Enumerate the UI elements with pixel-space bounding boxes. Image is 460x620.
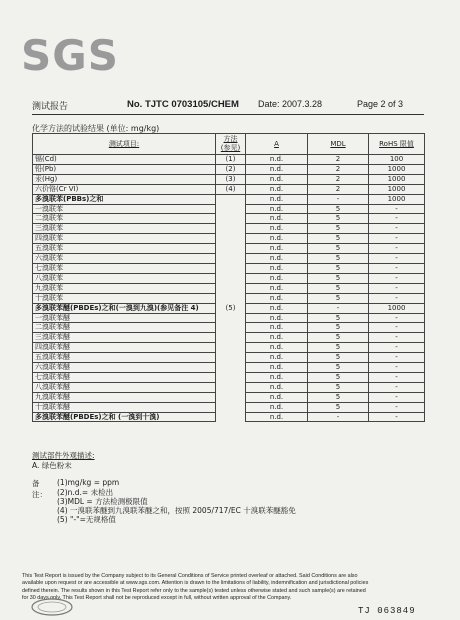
table-row [33,214,425,224]
cell-item: 三溴联苯 [33,224,216,234]
cell-mdl: 5 [308,254,369,264]
cell-a: n.d. [246,263,308,273]
cell-mdl: 5 [308,353,369,363]
cell-method [216,283,246,293]
cell-mdl: 5 [308,244,369,254]
cell-item: 一溴联苯醚 [33,313,216,323]
cell-method [216,234,246,244]
cell-limit: 1000 [369,164,425,174]
table-row [33,372,425,382]
cell-method [216,382,246,392]
cell-item: 多溴联苯(PBBs)之和 [33,194,216,204]
table-row [33,254,425,264]
cell-mdl: 2 [308,164,369,174]
col-header-mdl: MDL [308,134,369,155]
cell-a: n.d. [246,392,308,402]
col-header-item: 测试项目: [33,134,216,155]
cell-mdl: 5 [308,313,369,323]
appearance-sample: A. 绿色粉末 [32,461,72,470]
cell-method [216,412,246,422]
cell-mdl: - [308,194,369,204]
cell-method [216,353,246,363]
cell-item: 铅(Pb) [33,164,216,174]
cell-limit: - [369,224,425,234]
cell-limit: - [369,234,425,244]
cell-item: 五溴联苯醚 [33,353,216,363]
serial-number: TJ 063849 [358,606,416,616]
cell-item: 七溴联苯 [33,263,216,273]
cell-method: (1) [216,155,246,165]
cell-method [216,343,246,353]
cell-item: 汞(Hg) [33,174,216,184]
table-row [33,343,425,353]
cell-item: 十溴联苯 [33,293,216,303]
cell-limit: - [369,204,425,214]
cell-method [216,194,246,204]
cell-method: (3) [216,174,246,184]
cell-mdl: 5 [308,372,369,382]
footer-line: available upon request or are accessible at www.sgs.com. Attention is drawn to the limitations of liability, indemnification and jurisdictional policies [22,580,369,587]
footer-line: defined therein. The results shown in this Test Report refer only to the sample(s) tested unless otherwise stated and such sample(s) are retained [22,587,366,594]
table-row [33,313,425,323]
table-row [33,224,425,234]
remark-line: (2)n.d.= 未检出 [57,488,114,497]
cell-mdl: 5 [308,224,369,234]
cell-item: 八溴联苯 [33,273,216,283]
table-row [33,174,425,184]
cell-item: 镉(Cd) [33,155,216,165]
cell-limit: - [369,283,425,293]
cell-mdl: 5 [308,273,369,283]
cell-a: n.d. [246,273,308,283]
cell-mdl: 5 [308,263,369,273]
cell-a: n.d. [246,224,308,234]
cell-a: n.d. [246,254,308,264]
table-row [33,244,425,254]
cell-limit: - [369,313,425,323]
cell-item: 六溴联苯 [33,254,216,264]
cell-a: n.d. [246,402,308,412]
cell-item: 九溴联苯 [33,283,216,293]
table-row [33,293,425,303]
cell-limit: - [369,293,425,303]
cell-mdl: 5 [308,363,369,373]
table-row [33,323,425,333]
cell-method: (4) [216,184,246,194]
cell-limit: - [369,412,425,422]
cell-method [216,313,246,323]
page-indicator: Page 2 of 3 [357,99,404,109]
table-row [33,283,425,293]
cell-limit: - [369,273,425,283]
cell-a: n.d. [246,164,308,174]
col-header-method: 方法 (参见) [216,134,246,155]
cell-mdl: 5 [308,333,369,343]
cell-mdl: 2 [308,184,369,194]
cell-limit: - [369,372,425,382]
cell-mdl: 2 [308,174,369,184]
cell-item: 二溴联苯 [33,214,216,224]
table-row [33,303,425,313]
cell-mdl: 2 [308,155,369,165]
cell-mdl: 5 [308,204,369,214]
col-header-limit: RoHS 限值 [369,134,425,155]
cell-mdl: 5 [308,214,369,224]
cell-a: n.d. [246,353,308,363]
cell-limit: - [369,363,425,373]
cell-item: 九溴联苯醚 [33,392,216,402]
footer-line: for 30 days only. This Test Report shall not be reproduced except in full, without written approval of the Company. [22,595,292,602]
cell-item: 多溴联苯醚(PBDEs)之和(一溴到九溴)(参见备注 4) [33,303,216,313]
cell-limit: - [369,323,425,333]
table-row [33,204,425,214]
cell-item: 四溴联苯醚 [33,343,216,353]
header-divider [32,114,424,115]
cell-item: 三溴联苯醚 [33,333,216,343]
cell-a: n.d. [246,214,308,224]
cell-item: 五溴联苯 [33,244,216,254]
cell-item: 一溴联苯 [33,204,216,214]
cell-method: (5) [216,303,246,313]
legal-footer [22,573,442,603]
cell-a: n.d. [246,244,308,254]
cell-a: n.d. [246,323,308,333]
report-date: Date: 2007.3.28 [258,99,323,109]
results-table [32,133,425,422]
cell-a: n.d. [246,283,308,293]
table-header-row [33,134,425,155]
table-row [33,263,425,273]
cell-limit: 1000 [369,194,425,204]
remark-line: (3)MDL = 方法检测极限值 [57,497,148,506]
appearance-title: 测试部件外观描述: [32,451,95,460]
cell-mdl: 5 [308,323,369,333]
cell-item: 六价铬(Cr VI) [33,184,216,194]
cell-a: n.d. [246,372,308,382]
cell-limit: - [369,382,425,392]
table-row [33,273,425,283]
cell-a: n.d. [246,303,308,313]
cell-a: n.d. [246,155,308,165]
cell-mdl: - [308,303,369,313]
table-row [33,402,425,412]
report-number: No. TJTC 0703105/CHEM [127,99,239,110]
cell-a: n.d. [246,333,308,343]
cell-method [216,363,246,373]
cell-a: n.d. [246,412,308,422]
cell-method [216,254,246,264]
cell-item: 七溴联苯醚 [33,372,216,382]
cell-limit: 1000 [369,303,425,313]
cell-method [216,273,246,283]
cell-mdl: 5 [308,392,369,402]
cell-method [216,214,246,224]
cell-a: n.d. [246,313,308,323]
cell-limit: - [369,402,425,412]
cell-mdl: - [308,412,369,422]
cell-item: 六溴联苯醚 [33,363,216,373]
table-row [33,353,425,363]
cell-a: n.d. [246,174,308,184]
col-header-a: A [246,134,308,155]
table-row [33,184,425,194]
table-row [33,155,425,165]
report-title: 测试报告 [32,102,69,112]
cell-a: n.d. [246,234,308,244]
remark-line: (1)mg/kg = ppm [57,478,120,487]
cell-a: n.d. [246,363,308,373]
cell-limit: - [369,254,425,264]
cell-mdl: 5 [308,382,369,392]
cell-item: 八溴联苯醚 [33,382,216,392]
cell-mdl: 5 [308,293,369,303]
cell-method [216,392,246,402]
remark-line: (5) "-"=无规格值 [57,515,116,524]
cell-a: n.d. [246,293,308,303]
cell-a: n.d. [246,343,308,353]
cell-method [216,402,246,412]
cell-limit: - [369,333,425,343]
cell-limit: 1000 [369,184,425,194]
cell-limit: 1000 [369,174,425,184]
cell-mdl: 5 [308,234,369,244]
results-subtitle: 化学方法的试验结果 (单位: mg/kg) [32,124,160,133]
remark-line: (4) 一溴联苯醚到九溴联苯醚之和，按照 2005/717/EC 十溴联苯醚豁免 [57,506,296,515]
cell-limit: - [369,353,425,363]
cell-method [216,224,246,234]
table-row [33,194,425,204]
remarks-label: 备注： [32,479,47,499]
table-row [33,382,425,392]
cell-item: 四溴联苯 [33,234,216,244]
cell-method [216,263,246,273]
table-row [33,234,425,244]
table-row [33,392,425,402]
cell-a: n.d. [246,382,308,392]
table-row [33,333,425,343]
cell-method [216,323,246,333]
cell-a: n.d. [246,194,308,204]
cell-method: (2) [216,164,246,174]
footer-line: This Test Report is issued by the Company subject to its General Conditions of Service printed overleaf or attached. Said Conditions are also [22,573,358,579]
cell-limit: 100 [369,155,425,165]
cell-a: n.d. [246,204,308,214]
cell-limit: - [369,343,425,353]
cell-item: 多溴联苯醚(PBDEs)之和 (一溴到十溴) [33,412,216,422]
cell-method [216,293,246,303]
table-row [33,164,425,174]
cell-method [216,244,246,254]
sgs-logo: SGS [21,31,119,80]
cell-mdl: 5 [308,283,369,293]
cell-method [216,333,246,343]
cell-item: 十溴联苯醚 [33,402,216,412]
cell-method [216,204,246,214]
cell-mdl: 5 [308,343,369,353]
cell-limit: - [369,392,425,402]
cell-item: 二溴联苯醚 [33,323,216,333]
cell-limit: - [369,214,425,224]
table-row [33,363,425,373]
cell-mdl: 5 [308,402,369,412]
sgs-stamp-icon [30,598,74,616]
cell-limit: - [369,244,425,254]
cell-a: n.d. [246,184,308,194]
cell-method [216,372,246,382]
cell-limit: - [369,263,425,273]
table-row [33,412,425,422]
